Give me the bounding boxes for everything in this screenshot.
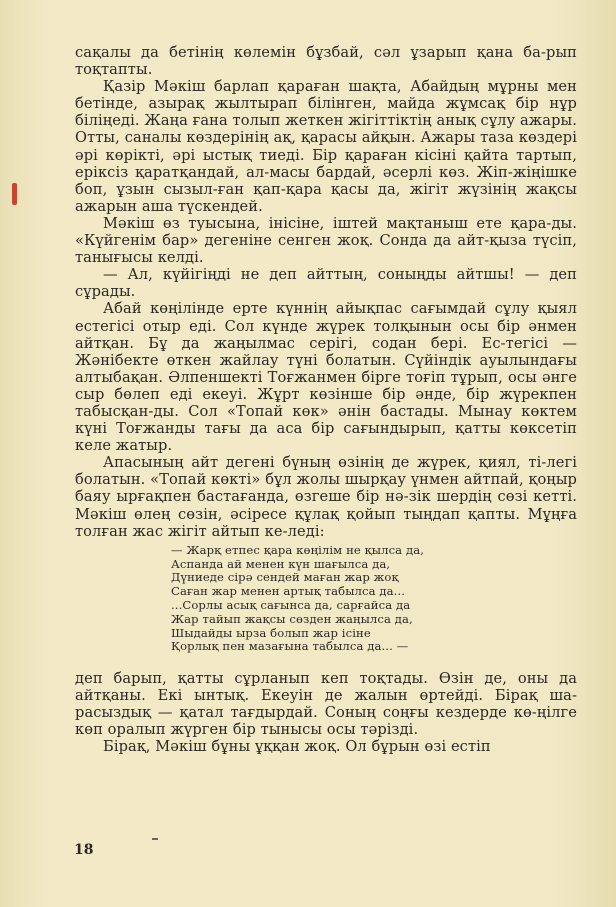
paragraph: Бірақ, Мәкіш бұны ұққан жоқ. Ол бұрын өзі естіп bbox=[103, 738, 491, 756]
paragraph: Мәкіш өз туысына, інісіне, іштей мақтаныш ете қара-ды. «Күйгенім бар» дегеніне сенген жоқ. Сонда да айт-қыза түсіп, танығысы келді. bbox=[75, 214, 577, 267]
poem-line: Дүниеде сірә сендей маған жар жоқ bbox=[171, 570, 399, 585]
poem-line: Шыдайды ырза болып жар ісіне bbox=[171, 625, 371, 640]
page-text bbox=[75, 44, 577, 756]
paragraph: — Ал, күйігіңді не деп айттың, соныңды айтшы! — деп сұрады. bbox=[75, 266, 577, 301]
paragraph: Қазір Мәкіш барлап қараған шақта, Абайдың мұрны мен бетінде, азырақ жылтырап білінген, майда жұмсақ бір нұр біліңеді. Жаңа ғана толып жеткен жігіттіктің анық сұлу ажары. Отты, саналы көздерінің ақ, қарасы айқын. Ажары таза көздері әрі көрікті, әрі ыстық тиеді. Бір қараған кісіні қайта тартып, еріксіз қаратқандай, ал-масы бардай, әсерлі көз. Жіп-жіңішке боп, ұзын сызыл-ған қап-қара қасы да, жігіт жүзінің жақсы ажарын аша түскендей. bbox=[75, 78, 577, 215]
poem-line: Саған жар менен артық табылса да... bbox=[171, 584, 406, 599]
poem-line: Аспанда ай менен күн шағылса да, bbox=[171, 556, 391, 571]
paragraph: деп барып, қатты сұрланып кеп тоқтады. Өзін де, оны да айтқаны. Екі ынтық. Екеуін де жалын өртейді. Бірақ ша-расыздық — қатал тағдырдай. Соның соңғы кездерде кө-ңілге көп оралып жүрген бір тынысы осы тәрізді. bbox=[75, 670, 577, 739]
poem-verse bbox=[171, 544, 577, 654]
poem-line: ...Сорлы асық сағынса да, сарғайса да bbox=[171, 597, 411, 612]
paragraph: сақалы да бетінің көлемін бұзбай, сәл ұзарып қана ба-рып тоқтапты. bbox=[75, 44, 577, 79]
poem-line: Жар тайып жақсы сөзден жаңылса да, bbox=[171, 611, 413, 626]
poem-line: — Жарқ етпес қара көңілім не қылса да, bbox=[171, 542, 425, 557]
paragraph: Абай көңілінде ерте күннің айықпас сағымдай сұлу қыял естегісі отыр еді. Сол күнде жүрек толқынын осы бір әнмен айтқан. Бұ да жаңылмас серігі, содан бері. Ес-тегісі — Жәнібекте өткен жайлау түні болатын. Сүйіндік ауылындағы алтыбақан. Әлпеншекті Тоғжанмен бірге тоғіп тұрып, осы әнге сыр бөлеп еді екеуі. Жұрт көзінше бір әнде, бір жүрекпен табысқан-ды. Сол «Топай көк» әнін бастады. Мынау көктем күні Тоғжанды тағы да аса бір сағындырып, қатты көксетіп келе жатыр. bbox=[75, 300, 577, 455]
page-number: 18 bbox=[74, 842, 94, 858]
margin-pencil-mark bbox=[12, 183, 17, 205]
print-mark bbox=[152, 838, 158, 840]
poem-line: Қорлық пен мазағына табылса да... — bbox=[171, 639, 409, 654]
paragraph: Апасының айт дегені бүның өзінің де жүрек, қиял, ті-легі болатын. «Топай көкті» бұл жолы шырқау үнмен айтпай, қоңыр баяу ырғақпен бастағанда, өзгеше бір нә-зік шердің сөзі кетті. Мәкіш өлең сөзін, әсіресе құлақ қойып тыңдап қапты. Мұңға толған жас жігіт айтып ке-леді: bbox=[75, 454, 577, 540]
